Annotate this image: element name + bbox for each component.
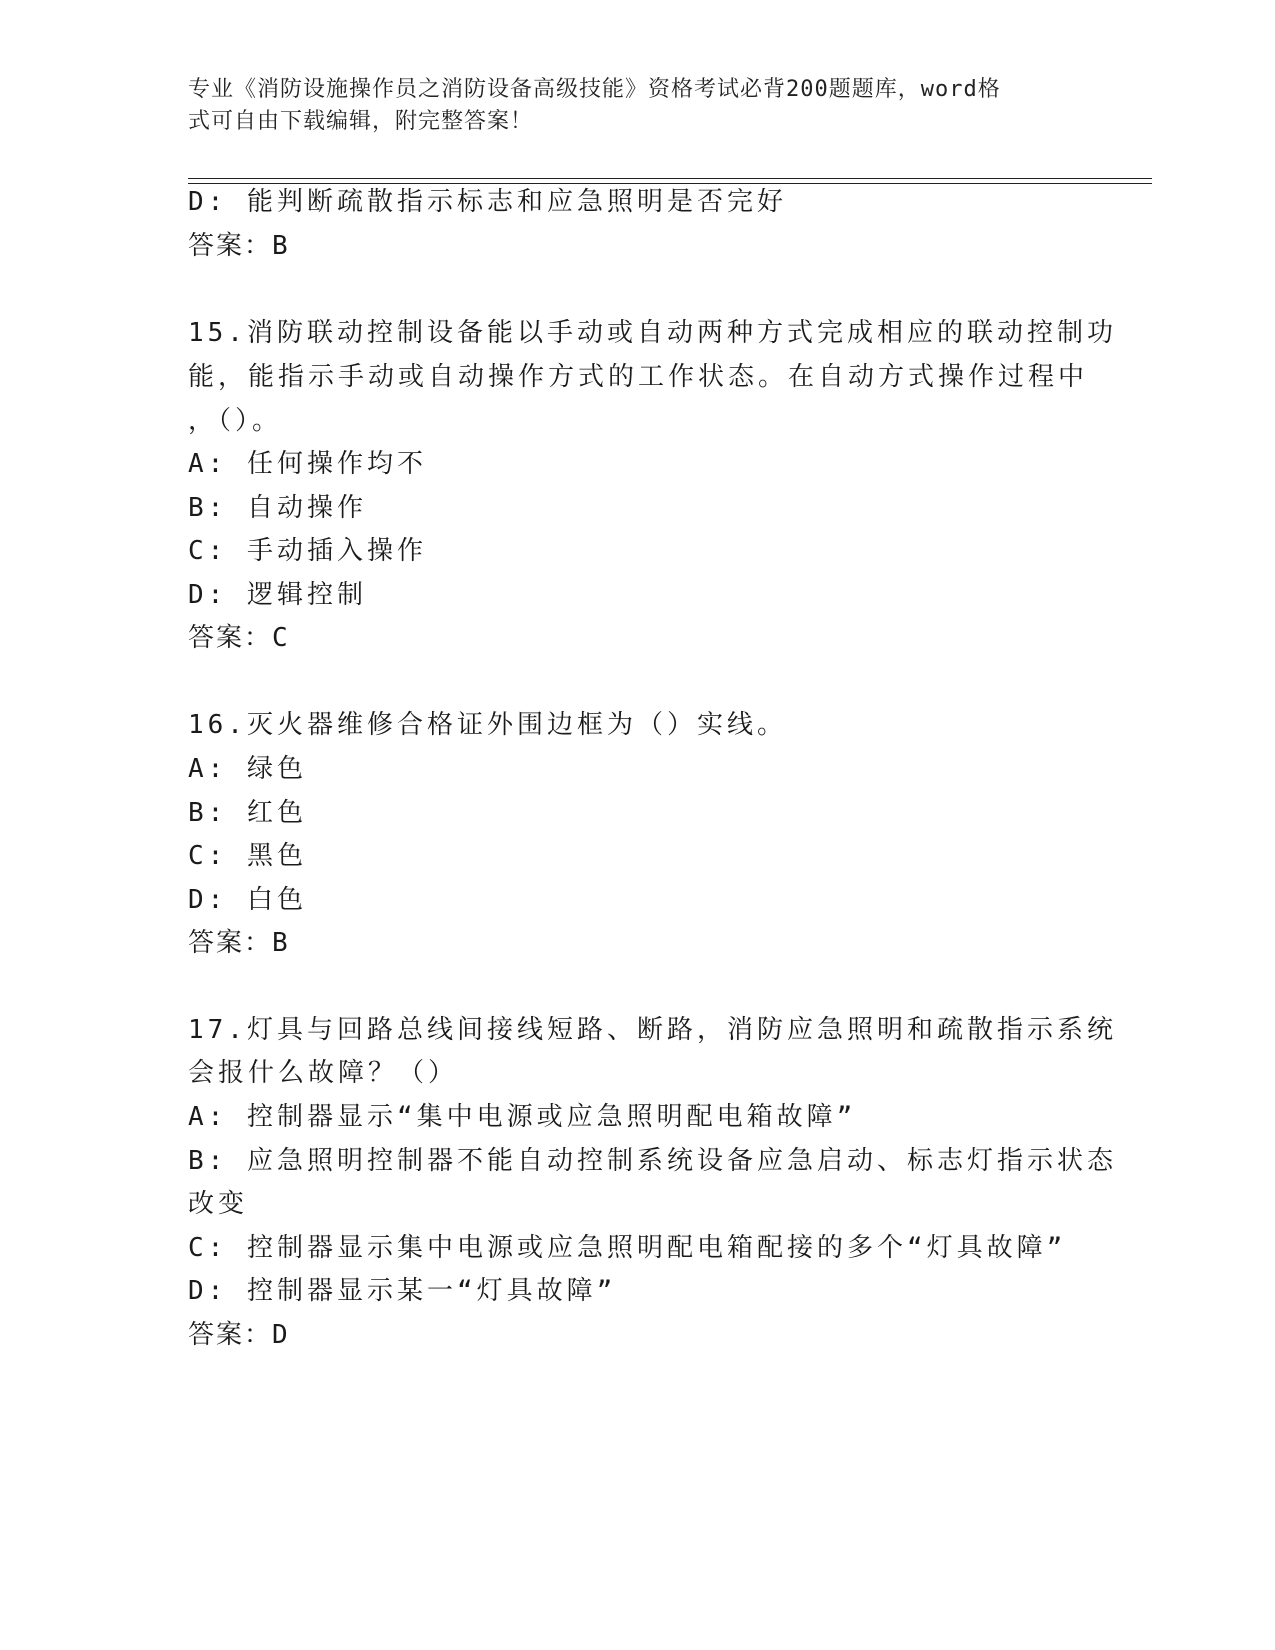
q17-option-a: A: 控制器显示“集中电源或应急照明配电箱故障” <box>188 1102 857 1132</box>
q17-option-b-line-1: B: 应急照明控制器不能自动控制系统设备应急启动、标志灯指示状态 <box>188 1146 1117 1176</box>
q16-stem-line-1: 16.灭火器维修合格证外围边框为（）实线。 <box>188 710 787 740</box>
q17-stem-line-1: 17.灯具与回路总线间接线短路、断路，消防应急照明和疏散指示系统 <box>188 1015 1117 1045</box>
header-line-1: 专业《消防设施操作员之消防设备高级技能》资格考试必背200题题库，word格 <box>188 77 1001 102</box>
q15-option-b: B: 自动操作 <box>188 493 367 523</box>
q16-option-b: B: 红色 <box>188 798 307 828</box>
header-line-2: 式可自由下载编辑，附完整答案！ <box>188 109 534 134</box>
q15-option-d: D: 逻辑控制 <box>188 580 367 610</box>
q17-option-b-line-2: 改变 <box>188 1189 249 1219</box>
q15-stem-line-2: 能，能指示手动或自动操作方式的工作状态。在自动方式操作过程中 <box>188 362 1089 392</box>
q16-option-d: D: 白色 <box>188 885 307 915</box>
q17-answer: 答案：D <box>188 1320 290 1350</box>
q17-option-d: D: 控制器显示某一“灯具故障” <box>188 1276 617 1306</box>
q15-stem-line-3: ，（）。 <box>188 406 283 436</box>
document-header <box>188 74 1068 138</box>
header-divider-top <box>188 178 1152 179</box>
q17-option-c: C: 控制器显示集中电源或应急照明配电箱配接的多个“灯具故障” <box>188 1233 1067 1263</box>
q15-answer: 答案：C <box>188 623 290 653</box>
q17-stem-line-2: 会报什么故障？（） <box>188 1058 459 1088</box>
q16-answer: 答案：B <box>188 928 290 958</box>
q15-option-a: A: 任何操作均不 <box>188 449 427 479</box>
q14-option-d: D: 能判断疏散指示标志和应急照明是否完好 <box>188 187 787 217</box>
q15-option-c: C: 手动插入操作 <box>188 536 427 566</box>
q16-option-c: C: 黑色 <box>188 841 307 871</box>
q15-stem-line-1: 15.消防联动控制设备能以手动或自动两种方式完成相应的联动控制功 <box>188 318 1117 348</box>
q14-answer: 答案：B <box>188 231 290 261</box>
q16-option-a: A: 绿色 <box>188 754 307 784</box>
